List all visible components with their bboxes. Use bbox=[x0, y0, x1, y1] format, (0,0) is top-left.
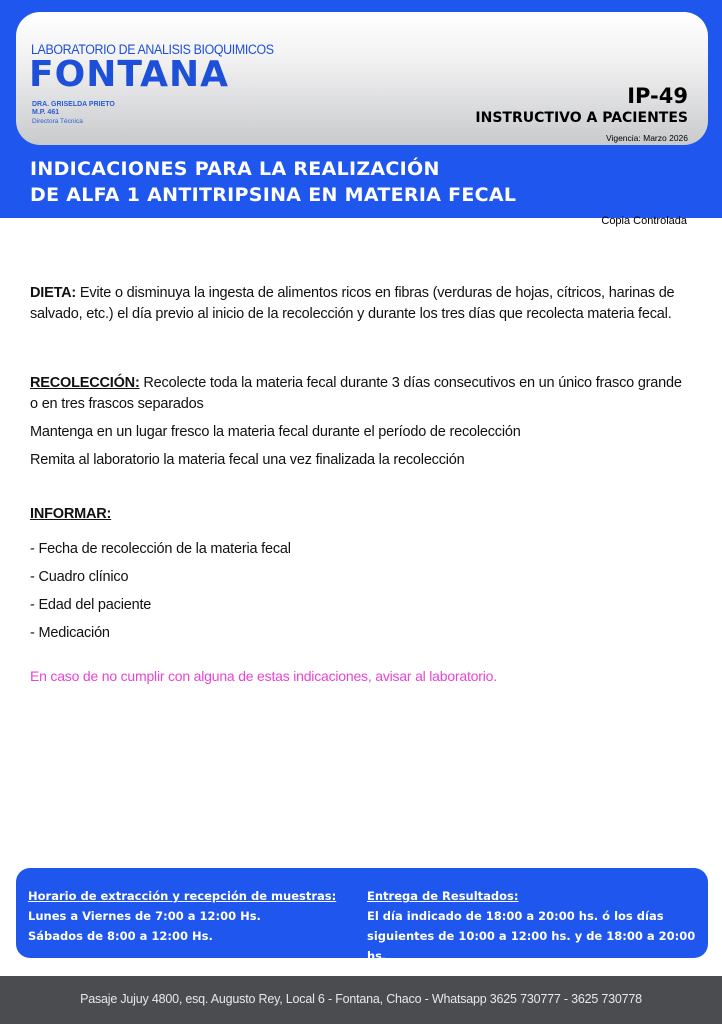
page-title bbox=[30, 156, 690, 208]
collection-section bbox=[30, 373, 690, 415]
hours-column bbox=[28, 886, 336, 946]
list-item: - Edad del paciente bbox=[30, 597, 152, 613]
lab-name: LABORATORIO DE ANALISIS BIOQUIMICOS bbox=[31, 42, 274, 57]
inform-list bbox=[30, 539, 690, 644]
collection-label: RECOLECCIÓN: bbox=[30, 375, 140, 391]
doctor-role: Directora Técnica bbox=[32, 118, 83, 125]
document-type: INSTRUCTIVO A PACIENTES bbox=[475, 110, 688, 126]
diet-text: Evite o disminuya la ingesta de alimentos ricos en fibras (verduras de hojas, cítricos, harinas de salvado, etc.) el día previo al inicio de la recolección y durante los tres días que recolecta materia fecal. bbox=[30, 285, 675, 322]
hours-weekdays: Lunes a Viernes de 7:00 a 12:00 Hs. bbox=[28, 909, 261, 923]
list-item: - Medicación bbox=[30, 625, 110, 641]
schedule-box bbox=[16, 868, 708, 963]
title-line-2: DE ALFA 1 ANTITRIPSINA EN MATERIA FECAL bbox=[30, 184, 517, 206]
diet-section bbox=[30, 283, 690, 325]
list-item: - Fecha de recolección de la materia fecal bbox=[30, 541, 291, 557]
collection-line-2: Mantenga en un lugar fresco la materia fecal durante el período de recolección bbox=[30, 424, 521, 440]
brand-logo-text: FONTANA bbox=[29, 54, 229, 95]
collection-text: Recolecte toda la materia fecal durante 3 días consecutivos en un único frasco grande o en tres frascos separados bbox=[30, 375, 682, 412]
results-line-1: El día indicado de 18:00 a 20:00 hs. ó los días bbox=[367, 909, 664, 923]
header-card bbox=[16, 12, 708, 145]
inform-section bbox=[30, 504, 690, 525]
instructions-body bbox=[30, 283, 690, 687]
collection-line-3: Remita al laboratorio la materia fecal una vez finalizada la recolección bbox=[30, 452, 465, 468]
diet-label: DIETA: bbox=[30, 285, 77, 301]
hours-title: Horario de extracción y recepción de muestras: bbox=[28, 889, 337, 903]
warning-note: En caso de no cumplir con alguna de estas indicaciones, avisar al laboratorio. bbox=[30, 668, 497, 684]
inform-label: INFORMAR: bbox=[30, 506, 112, 522]
controlled-copy-label: Copia Controlada bbox=[601, 215, 687, 227]
doctor-name: DRA. GRISELDA PRIETO bbox=[32, 101, 115, 108]
address-text: Pasaje Jujuy 4800, esq. Augusto Rey, Local 6 - Fontana, Chaco - Whatsapp 3625 730777 - 3625 730778 bbox=[80, 992, 642, 1006]
document-code: IP-49 bbox=[627, 84, 688, 108]
address-bar bbox=[0, 976, 722, 1024]
results-title: Entrega de Resultados: bbox=[367, 889, 519, 903]
doctor-registration: M.P. 461 bbox=[32, 109, 60, 116]
results-line-2: siguientes de 10:00 a 12:00 hs. y de 18:00 a 20:00 hs. bbox=[367, 929, 696, 963]
hours-saturday: Sábados de 8:00 a 12:00 Hs. bbox=[28, 929, 213, 943]
results-column bbox=[367, 886, 708, 966]
list-item: - Cuadro clínico bbox=[30, 569, 129, 585]
title-line-1: INDICACIONES PARA LA REALIZACIÓN bbox=[30, 158, 440, 180]
document-validity: Vigencia: Marzo 2026 bbox=[605, 133, 688, 143]
